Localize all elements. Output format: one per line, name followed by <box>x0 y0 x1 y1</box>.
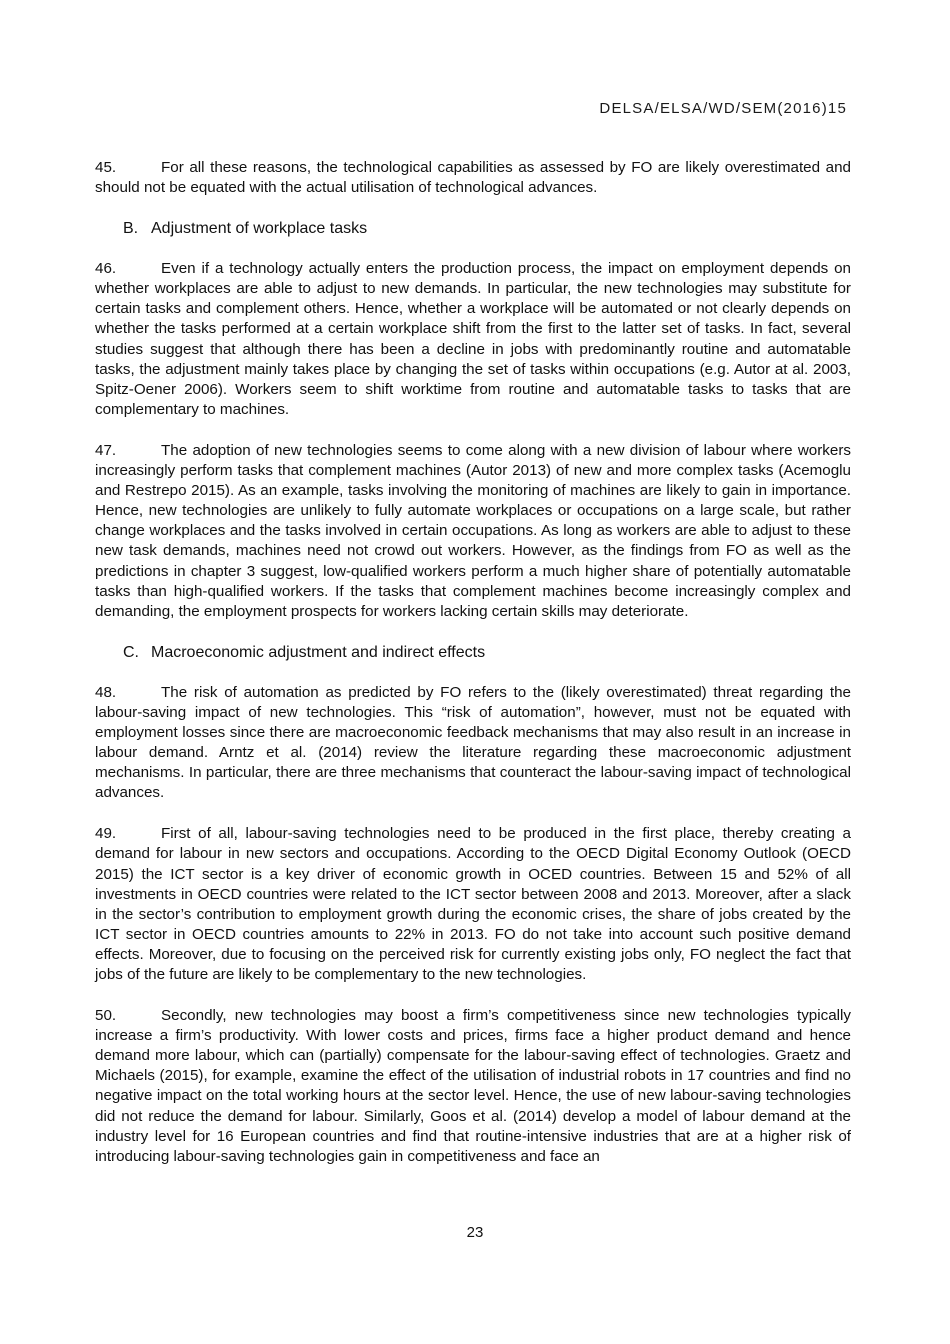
paragraph-number: 48. <box>95 683 117 701</box>
paragraph-46 <box>95 259 851 420</box>
paragraph-number: 49. <box>95 825 117 843</box>
page-content <box>95 158 851 1188</box>
paragraph-49 <box>95 824 851 985</box>
section-letter: C. <box>123 643 139 661</box>
paragraph-48 <box>95 683 851 804</box>
paragraph-number: 50. <box>95 1007 117 1025</box>
paragraph-text: For all these reasons, the technological capabilities as assessed by FO are likely overestimated and should not be equated with the actual utilisation of technological advances. <box>95 159 851 197</box>
section-heading-b <box>123 219 851 239</box>
section-title: Macroeconomic adjustment and indirect effects <box>151 643 486 661</box>
document-reference: DELSA/ELSA/WD/SEM(2016)15 <box>599 100 847 117</box>
paragraph-text: The risk of automation as predicted by FO refers to the (likely overestimated) threat regarding the labour-saving impact of new technologies. This “risk of automation”, however, must not be equated with employment losses since there are macroeconomic feedback mechanisms that may also result in an increase in labour demand. Arntz et al. (2014) review the literature regarding these macroeconomic adjustment mechanisms. In particular, there are three mechanisms that counteract the labour-saving impact of technological advances. <box>95 683 851 802</box>
paragraph-number: 47. <box>95 441 117 459</box>
paragraph-text: Even if a technology actually enters the production process, the impact on employment depends on whether workplaces are able to adjust to new demands. In particular, the new technologies may substitute for certain tasks and complement others. Hence, whether a workplace will be automated or not clearly depends on whether the tasks performed at a certain workplace shift from the first to the latter set of tasks. In fact, several studies suggest that although there has been a decline in jobs with predominantly routine and automatable tasks, the adjustment mainly takes place by changing the set of tasks within occupations (e.g. Autor at al. 2003, Spitz-Oener 2006). Workers seem to shift worktime from routine and automatable tasks to tasks that are complementary to machines. <box>95 260 851 418</box>
paragraph-number: 45. <box>95 159 117 176</box>
paragraph-text: The adoption of new technologies seems to come along with a new division of labour where workers increasingly perform tasks that complement machines (Autor 2013) of new and more complex tasks (Acemoglu and Restrepo 2015). As an example, tasks involving the monitoring of machines are likely to gain in importance. Hence, new technologies are unlikely to fully automate workplaces or occupations on a large scale, but rather change workplaces and the tasks involved in certain occupations. As long as workers are able to adjust to these new task demands, machines need not crowd out workers. However, as the findings from FO as well as the predictions in chapter 3 suggest, low-qualified workers perform a much higher share of potentially automatable tasks than high-qualified workers. If the tasks that complement machines become increasingly complex and demanding, the employment prospects for workers lacking certain skills may deteriorate. <box>95 441 851 620</box>
paragraph-number: 46. <box>95 260 117 278</box>
paragraph-47 <box>95 441 851 622</box>
section-title: Adjustment of workplace tasks <box>151 220 368 238</box>
section-heading-c <box>123 643 851 663</box>
paragraph-45 <box>95 158 851 198</box>
section-letter: B. <box>123 220 139 238</box>
paragraph-text: Secondly, new technologies may boost a firm’s competitiveness since new technologies typically increase a firm’s productivity. With lower costs and prices, firms face a higher product demand and hence demand more labour, which can (partially) compensate for the labour-saving effect of technologies. Graetz and Michaels (2015), for example, examine the effect of the utilisation of industrial robots in 17 countries and find no negative impact on the total working hours at the sector level. Hence, the use of new labour-saving technologies did not reduce the demand for labour. Similarly, Goos et al. (2014) develop a model of labour demand at the industry level for 16 European countries and find that routine-intensive industries that are at a higher risk of introducing labour-saving technologies gain in competitiveness and face an <box>95 1007 851 1165</box>
paragraph-50 <box>95 1006 851 1167</box>
paragraph-text: First of all, labour-saving technologies need to be produced in the first place, thereby creating a demand for labour in new sectors and occupations. According to the OECD Digital Economy Outlook (OECD 2015) the ICT sector is a key driver of economic growth in OCED countries. Between 15 and 52% of all investments in OECD countries were related to the ICT sector between 2008 and 2013. Moreover, after a slack in the sector’s contribution to employment growth during the economic crises, the share of jobs created by the ICT sector in OECD countries amounts to 22% in 2013. FO do not take into account such positive demand effects. Moreover, due to focusing on the perceived risk for currently existing jobs only, FO neglect the fact that jobs of the future are likely to be complementary to the new technologies. <box>95 825 851 983</box>
page-number: 23 <box>466 1224 484 1241</box>
